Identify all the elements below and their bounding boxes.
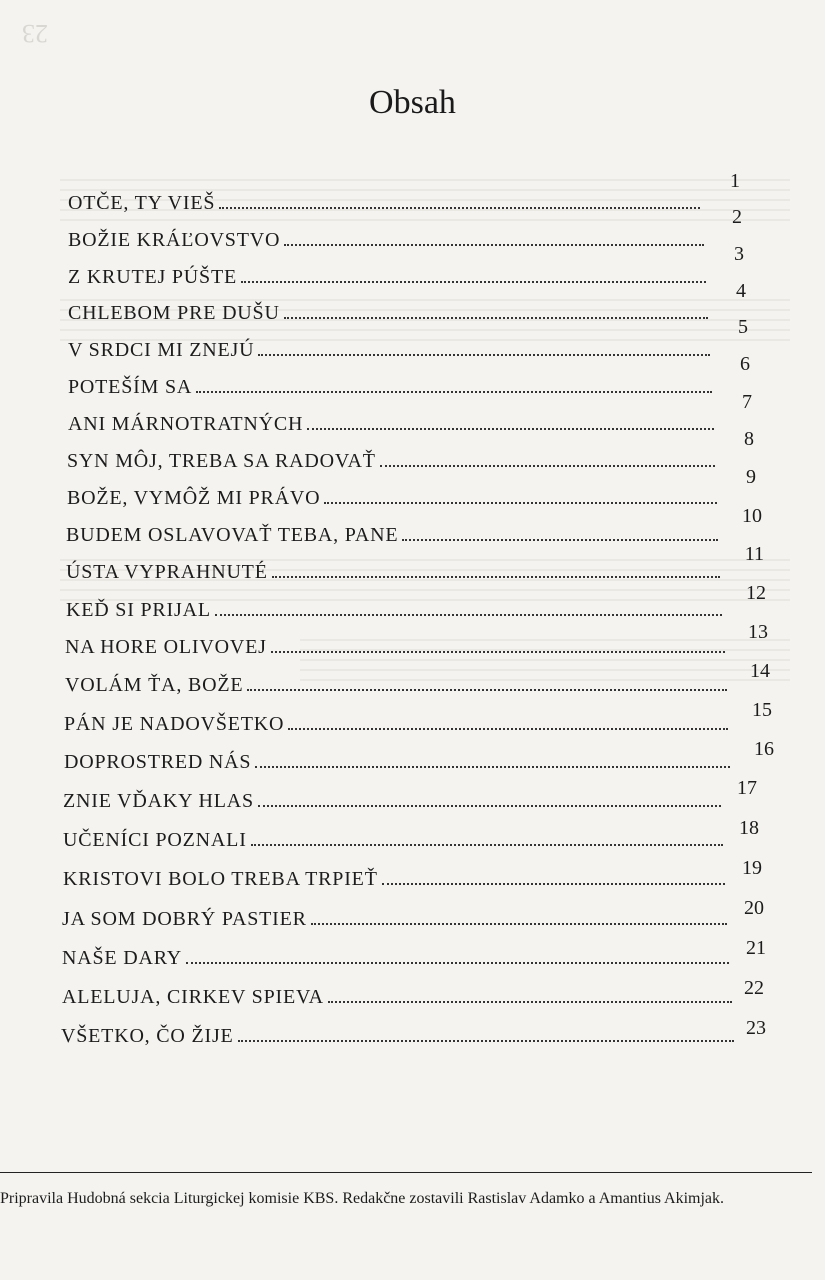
toc-entry-page: 3 xyxy=(734,243,744,265)
toc-entry-page: 2 xyxy=(732,206,742,228)
toc-entry-title: OTČE, TY VIEŠ xyxy=(68,192,216,214)
toc-entry-page: 17 xyxy=(737,777,757,799)
dot-leader xyxy=(247,689,727,691)
toc-entry-page: 5 xyxy=(738,316,748,338)
toc-entry-page: 9 xyxy=(746,466,756,488)
toc-entry-page: 1 xyxy=(730,170,740,192)
toc-entry-page: 12 xyxy=(746,582,766,604)
dot-leader xyxy=(284,317,708,319)
toc-entry-title: V SRDCI MI ZNEJÚ xyxy=(68,339,255,361)
toc-entry-page: 18 xyxy=(739,817,759,839)
toc-entry-title: BOŽE, VYMÔŽ MI PRÁVO xyxy=(67,487,321,509)
toc-entry-title: DOPROSTRED NÁS xyxy=(64,751,252,773)
toc-entry-title: JA SOM DOBRÝ PASTIER xyxy=(62,908,307,930)
toc-entry-page: 22 xyxy=(744,977,764,999)
toc-entry-page: 11 xyxy=(744,543,764,565)
dot-leader xyxy=(288,728,728,730)
toc-entry-title: BOŽIE KRÁĽOVSTVO xyxy=(68,229,281,251)
dot-leader xyxy=(258,354,710,356)
toc-entry xyxy=(66,516,718,546)
dot-leader xyxy=(251,844,723,846)
toc-entry xyxy=(64,705,728,735)
dot-leader xyxy=(241,281,706,283)
toc-entry xyxy=(65,666,727,696)
toc-entry-title: KRISTOVI BOLO TREBA TRPIEŤ xyxy=(63,868,378,890)
dot-leader xyxy=(219,207,700,209)
toc-entry-title: ZNIE VĎAKY HLAS xyxy=(63,790,254,812)
toc-entry-page: 6 xyxy=(740,353,750,375)
toc-entry-title: ALELUJA, CIRKEV SPIEVA xyxy=(62,986,324,1008)
dot-leader xyxy=(382,883,725,885)
toc-entry-title: NAŠE DARY xyxy=(62,947,182,969)
toc-entry-page: 16 xyxy=(754,738,774,760)
dot-leader xyxy=(402,539,718,541)
dot-leader xyxy=(196,391,712,393)
dot-leader xyxy=(311,923,727,925)
footer-divider xyxy=(0,1172,812,1173)
toc-entry-title: KEĎ SI PRIJAL xyxy=(66,599,211,621)
dot-leader xyxy=(271,651,725,653)
toc-entry xyxy=(62,978,732,1008)
dot-leader xyxy=(258,805,721,807)
dot-leader xyxy=(328,1001,732,1003)
toc-entry-title: PÁN JE NADOVŠETKO xyxy=(64,713,285,735)
toc-entry-title: SYN MÔJ, TREBA SA RADOVAŤ xyxy=(67,450,376,472)
dot-leader xyxy=(186,962,729,964)
toc-entry-page: 7 xyxy=(742,391,752,413)
toc-entry xyxy=(62,900,727,930)
toc-entry-page: 13 xyxy=(748,621,768,643)
toc-entry xyxy=(63,860,725,890)
toc-entry xyxy=(67,442,715,472)
toc-entry-title: ANI MÁRNOTRATNÝCH xyxy=(68,413,304,435)
toc-entry-title: ÚSTA VYPRAHNUTÉ xyxy=(66,561,268,583)
toc-entry xyxy=(65,628,725,658)
toc-entry xyxy=(66,553,720,583)
dot-leader xyxy=(380,465,715,467)
toc-entry-title: VOLÁM ŤA, BOŽE xyxy=(65,674,244,696)
toc-entry-title: VŠETKO, ČO ŽIJE xyxy=(61,1025,234,1047)
dot-leader xyxy=(307,428,714,430)
toc-entry-page: 8 xyxy=(744,428,754,450)
page-number: 23 xyxy=(22,19,48,48)
toc-entry-title: UČENÍCI POZNALI xyxy=(63,829,247,851)
toc-entry xyxy=(67,479,717,509)
toc-entry xyxy=(68,221,704,251)
page-title: Obsah xyxy=(369,84,456,121)
toc-entry-page: 19 xyxy=(742,857,762,879)
toc-entry-title: CHLEBOM PRE DUŠU xyxy=(68,302,280,324)
toc-entry xyxy=(64,743,730,773)
credits-line: Pripravila Hudobná sekcia Liturgickej komisie KBS. Redakčne zostavili Rastislav Adamko a Amantius Akimjak. xyxy=(0,1190,725,1207)
toc-entry xyxy=(68,405,714,435)
dot-leader xyxy=(215,614,722,616)
toc-entry-title: BUDEM OSLAVOVAŤ TEBA, PANE xyxy=(66,524,399,546)
toc-entry xyxy=(63,821,723,851)
dot-leader xyxy=(255,766,730,768)
toc-entry-page: 21 xyxy=(746,937,766,959)
toc-entry-page: 15 xyxy=(752,699,772,721)
toc-entry-page: 4 xyxy=(736,280,746,302)
toc-entry xyxy=(68,258,706,288)
dot-leader xyxy=(238,1040,734,1042)
toc-entry-page: 10 xyxy=(742,505,762,527)
toc-entry xyxy=(63,782,721,812)
toc-entry xyxy=(68,294,708,324)
toc-entry-page: 14 xyxy=(750,660,770,682)
toc-entry xyxy=(66,591,722,621)
toc-entry xyxy=(68,331,710,361)
toc-entry xyxy=(68,368,712,398)
dot-leader xyxy=(272,576,720,578)
toc-entry-page: 23 xyxy=(746,1017,766,1039)
toc-entry-title: NA HORE OLIVOVEJ xyxy=(65,636,267,658)
toc-entry-title: Z KRUTEJ PÚŠTE xyxy=(68,266,237,288)
toc-entry-title: POTEŠÍM SA xyxy=(68,376,193,398)
toc-entry xyxy=(62,939,729,969)
toc-entry xyxy=(61,1017,734,1047)
toc-entry xyxy=(68,184,700,214)
dot-leader xyxy=(324,502,717,504)
dot-leader xyxy=(284,244,704,246)
toc-entry-page: 20 xyxy=(744,897,764,919)
